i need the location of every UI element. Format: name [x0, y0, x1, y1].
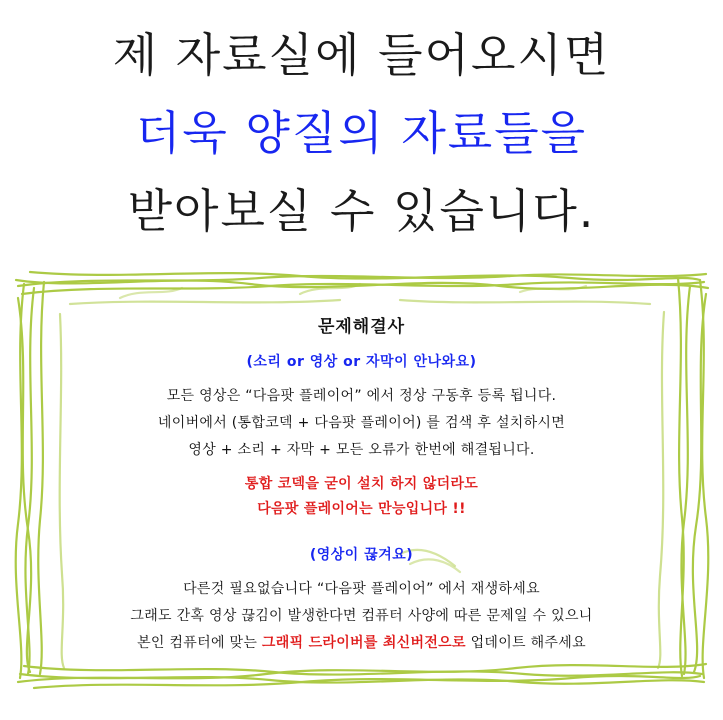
spacer-1	[0, 464, 723, 472]
section-gap	[0, 522, 723, 544]
final-line-highlight: 그래픽 드라이버를 최신버전으로	[261, 635, 466, 651]
headline-line-2: 더욱 양질의 자료들을	[135, 106, 588, 160]
section1-warning-line-1: 통합 코덱을 굳이 설치 하지 않더라도	[244, 476, 479, 492]
section1-line-2: 네이버에서 (통합코덱 + 다음팟 플레이어) 를 검색 후 설치하시면	[157, 415, 566, 431]
section2-line-1: 다른것 필요없습니다 “다음팟 플레이어” 에서 재생하세요	[183, 581, 540, 597]
section2-final-line	[0, 630, 723, 657]
section1-heading: (소리 or 영상 or 자막이 안나와요)	[246, 354, 477, 370]
headline-line-1: 제 자료실에 들어오시면	[112, 28, 611, 82]
final-line-prefix: 본인 컴퓨터에 맞는	[137, 635, 262, 651]
section2-heading: (영상이 끊겨요)	[309, 547, 414, 563]
section2-line-2: 그래도 간혹 영상 끊김이 발생한다면 컴퓨터 사양에 따른 문제일 수 있으니	[130, 608, 593, 624]
document-title: 문제해결사	[317, 317, 406, 337]
headline-block	[0, 0, 723, 250]
final-line-suffix: 업데이트 해주세요	[465, 635, 586, 651]
headline-line-3: 받아보실 수 있습니다.	[127, 184, 596, 238]
scribble-frame-panel	[0, 254, 723, 694]
section1-line-3: 영상 + 소리 + 자막 + 모든 오류가 한번에 해결됩니다.	[188, 442, 535, 458]
section1-line-1: 모든 영상은 “다음팟 플레이어” 에서 정상 구동후 등록 됩니다.	[166, 388, 557, 404]
section1-warning-line-2: 다음팟 플레이어는 만능입니다 !!	[257, 501, 466, 517]
document-body	[0, 254, 723, 694]
